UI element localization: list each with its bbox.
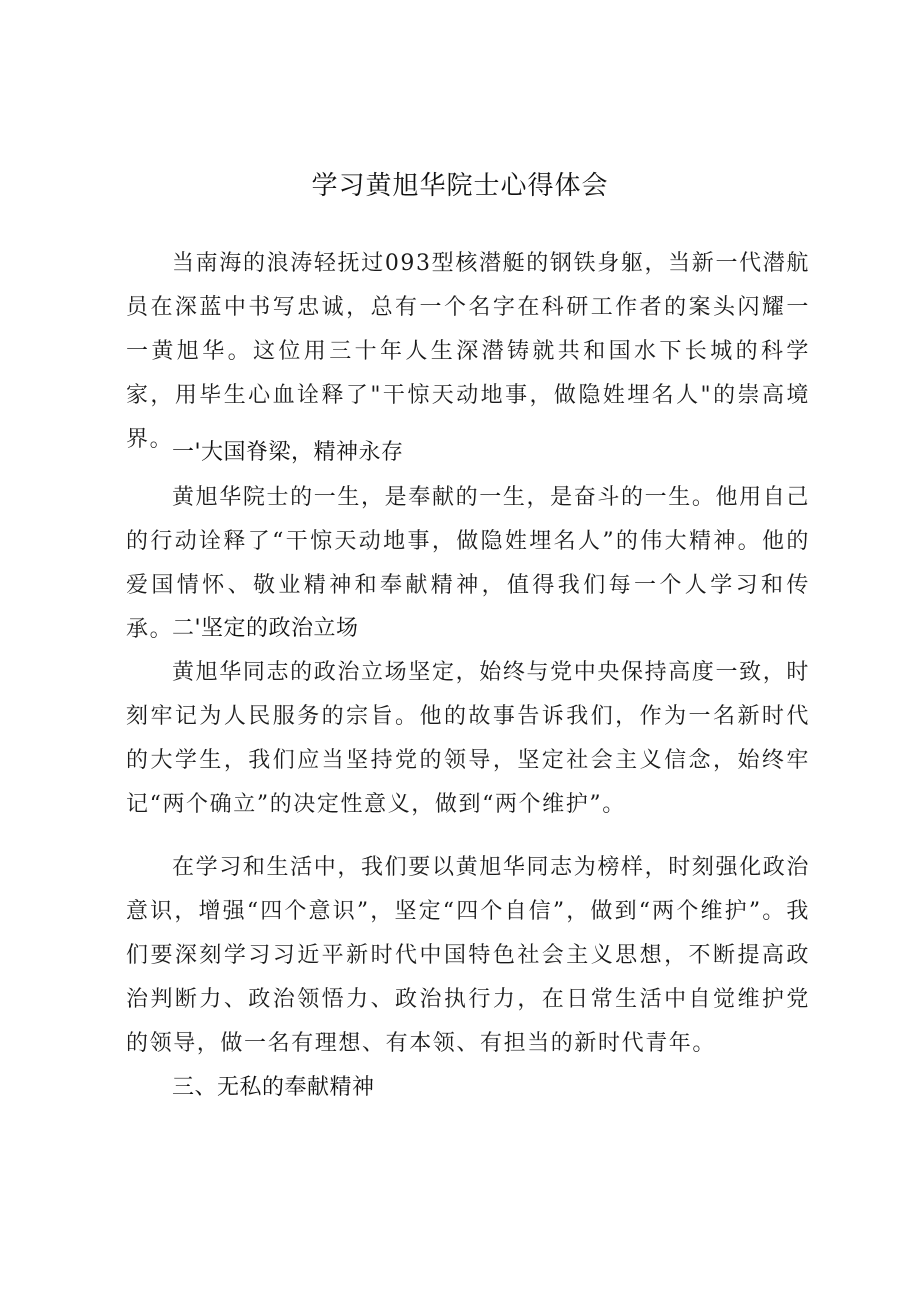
section-heading-1: 一'大国脊梁，精神永存 [172, 440, 404, 465]
section-2-paragraph-1: 黄旭华同志的政治立场坚定，始终与党中央保持高度一致，时刻牢记为人民服务的宗旨。他的故事告诉我们，作为一名新时代的大学生，我们应当坚持党的领导，坚定社会主义信念，始终牢记“两个确立”的决定性意义，做到“两个维护”。 [126, 660, 810, 817]
section-heading-3: 三、无私的奉献精神 [172, 1075, 375, 1100]
section-2-paragraph-2: 在学习和生活中，我们要以黄旭华同志为榜样，时刻强化政治意识，增强“四个意识”，坚定“四个自信”，做到“两个维护”。我们要深刻学习习近平新时代中国特色社会主义思想，不断提高政治判断力、政治领悟力、政治执行力，在日常生活中自觉维护党的领导，做一名有理想、有本领、有担当的新时代青年。 [126, 855, 810, 1056]
section-1-paragraph-1: 黄旭华院士的一生，是奉献的一生，是奋斗的一生。他用自己的行动诠释了“干惊天动地事，做隐姓埋名人”的伟大精神。他的爱国情怀、敬业精神和奉献精神，值得我们每一个人学习和传承。 [126, 485, 810, 642]
intro-paragraph: 当南海的浪涛轻抚过093型核潜艇的钢铁身躯，当新一代潜航员在深蓝中书写忠诚，总有一个名字在科研工作者的案头闪耀一一黄旭华。这位用三十年人生深潜铸就共和国水下长城的科学家，用毕生心血诠释了"干惊天动地事，做隐姓埋名人"的崇高境界。 [126, 251, 810, 452]
section-heading-2: 二'坚定的政治立场 [172, 616, 359, 641]
page-title: 学习黄旭华院士心得体会 [311, 171, 609, 201]
